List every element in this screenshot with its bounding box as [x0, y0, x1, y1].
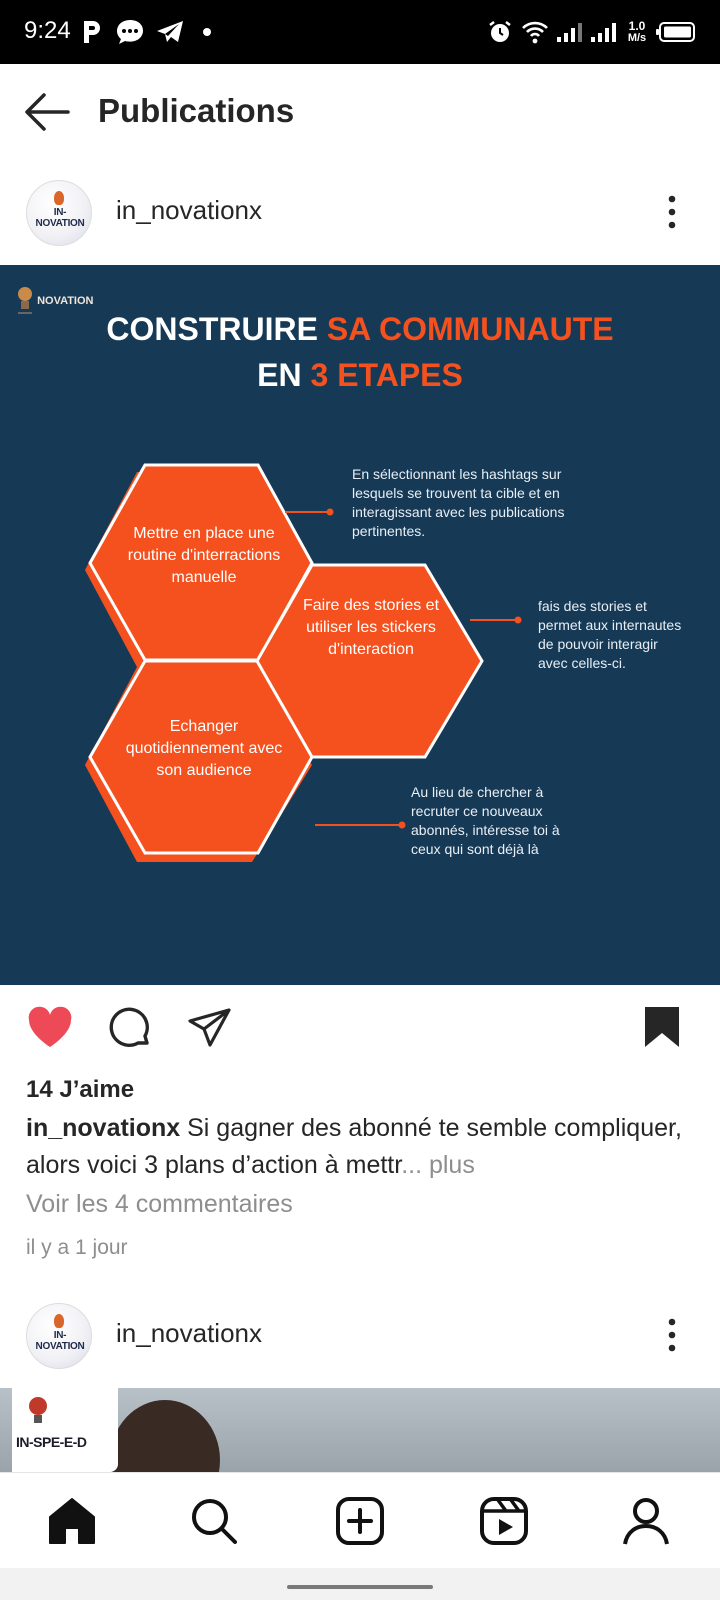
more-options-icon[interactable] [652, 190, 692, 234]
top-header [0, 64, 720, 160]
bulb-icon [54, 1314, 64, 1328]
post2-image[interactable] [0, 1388, 720, 1472]
home-icon[interactable] [46, 1495, 98, 1547]
alarm-icon [486, 16, 514, 48]
gesture-area [0, 1568, 720, 1600]
bulb-icon [54, 191, 64, 205]
post-actions [0, 990, 720, 1064]
network-speed [622, 16, 652, 48]
back-arrow-icon[interactable] [22, 90, 72, 134]
post2-username[interactable]: in_novationx [116, 1318, 262, 1348]
avatar[interactable] [26, 180, 92, 246]
chat-icon [114, 16, 146, 48]
profile-icon[interactable] [620, 1495, 672, 1547]
image-logo-text: NOVATION [37, 294, 94, 307]
title-part2-accent: 3 ETAPES [310, 357, 463, 393]
side-text-2: fais des stories et permet aux internautes de pouvoir interagir avec celles-ci. [538, 598, 682, 671]
title-part2: EN [257, 357, 311, 393]
telegram-icon [154, 16, 186, 48]
speed-unit: M/s [627, 32, 647, 44]
title-part1: CONSTRUIRE [106, 311, 327, 347]
gesture-bar[interactable] [287, 1585, 433, 1589]
like-heart-icon[interactable] [26, 1004, 74, 1052]
avatar[interactable] [26, 1303, 92, 1369]
hexagon-1-label: Mettre en place une routine d'interractions manuelle [127, 525, 281, 586]
hexagon-2-label: Faire des stories et utiliser les stickers d'interaction [302, 597, 440, 658]
view-comments-link[interactable]: Voir les 4 commentaires [26, 1190, 293, 1218]
post-caption [26, 1110, 706, 1184]
status-bar [0, 0, 720, 64]
battery-icon [656, 16, 698, 48]
status-time: 9:24 [24, 17, 71, 44]
create-icon[interactable] [334, 1495, 386, 1547]
post-header [0, 162, 720, 262]
post-username[interactable]: in_novationx [116, 195, 262, 225]
more-options-icon[interactable] [652, 1313, 692, 1357]
side-text-3: Au lieu de chercher à recruter ce nouveaux abonnés, intéresse toi à ceux qui sont déjà là [411, 784, 560, 857]
likes-count[interactable]: 14 J’aime [26, 1076, 135, 1103]
post-image[interactable] [0, 265, 720, 985]
comment-icon[interactable] [106, 1004, 154, 1052]
title-part1-accent: SA COMMUNAUTE [326, 311, 614, 347]
avatar-logo-text: IN-NOVATION [35, 1330, 85, 1352]
post2-logo [12, 1388, 118, 1472]
save-bookmark-icon[interactable] [638, 1004, 686, 1052]
signal-icon [588, 16, 618, 48]
dot-icon [200, 16, 214, 48]
speed-value: 1.0 [628, 19, 646, 33]
post-timestamp: il y a 1 jour [26, 1236, 128, 1259]
post2-header [0, 1285, 720, 1385]
connector-1-dot [327, 509, 334, 516]
side-text-1: En sélectionnant les hashtags sur lesquels se trouvent ta cible et en interagissant avec les publications pertinentes. [352, 466, 565, 539]
signal-icon [554, 16, 584, 48]
connector-3-dot [399, 822, 406, 829]
search-icon[interactable] [188, 1495, 240, 1547]
avatar-logo-text: IN-NOVATION [35, 207, 85, 229]
bottom-navigation [0, 1472, 720, 1568]
parking-icon [80, 16, 104, 48]
share-send-icon[interactable] [186, 1004, 234, 1052]
hexagon-3-label: Echanger quotidiennement avec son audience [125, 718, 283, 779]
caption-more-link[interactable]: ... plus [401, 1151, 475, 1179]
page-title: Publications [98, 92, 295, 129]
brain-bulb-icon [26, 1392, 50, 1432]
connector-2-dot [515, 617, 522, 624]
caption-username[interactable]: in_novationx [26, 1114, 181, 1142]
caption-text: Si gagner des abonné te semble compliquer, alors voici 3 plans d’action à mettr [26, 1114, 682, 1179]
person-head-image [110, 1400, 220, 1472]
wifi-icon [520, 16, 550, 48]
post2-logo-text: IN-SPE-E-D [16, 1434, 87, 1450]
reels-icon[interactable] [478, 1495, 530, 1547]
